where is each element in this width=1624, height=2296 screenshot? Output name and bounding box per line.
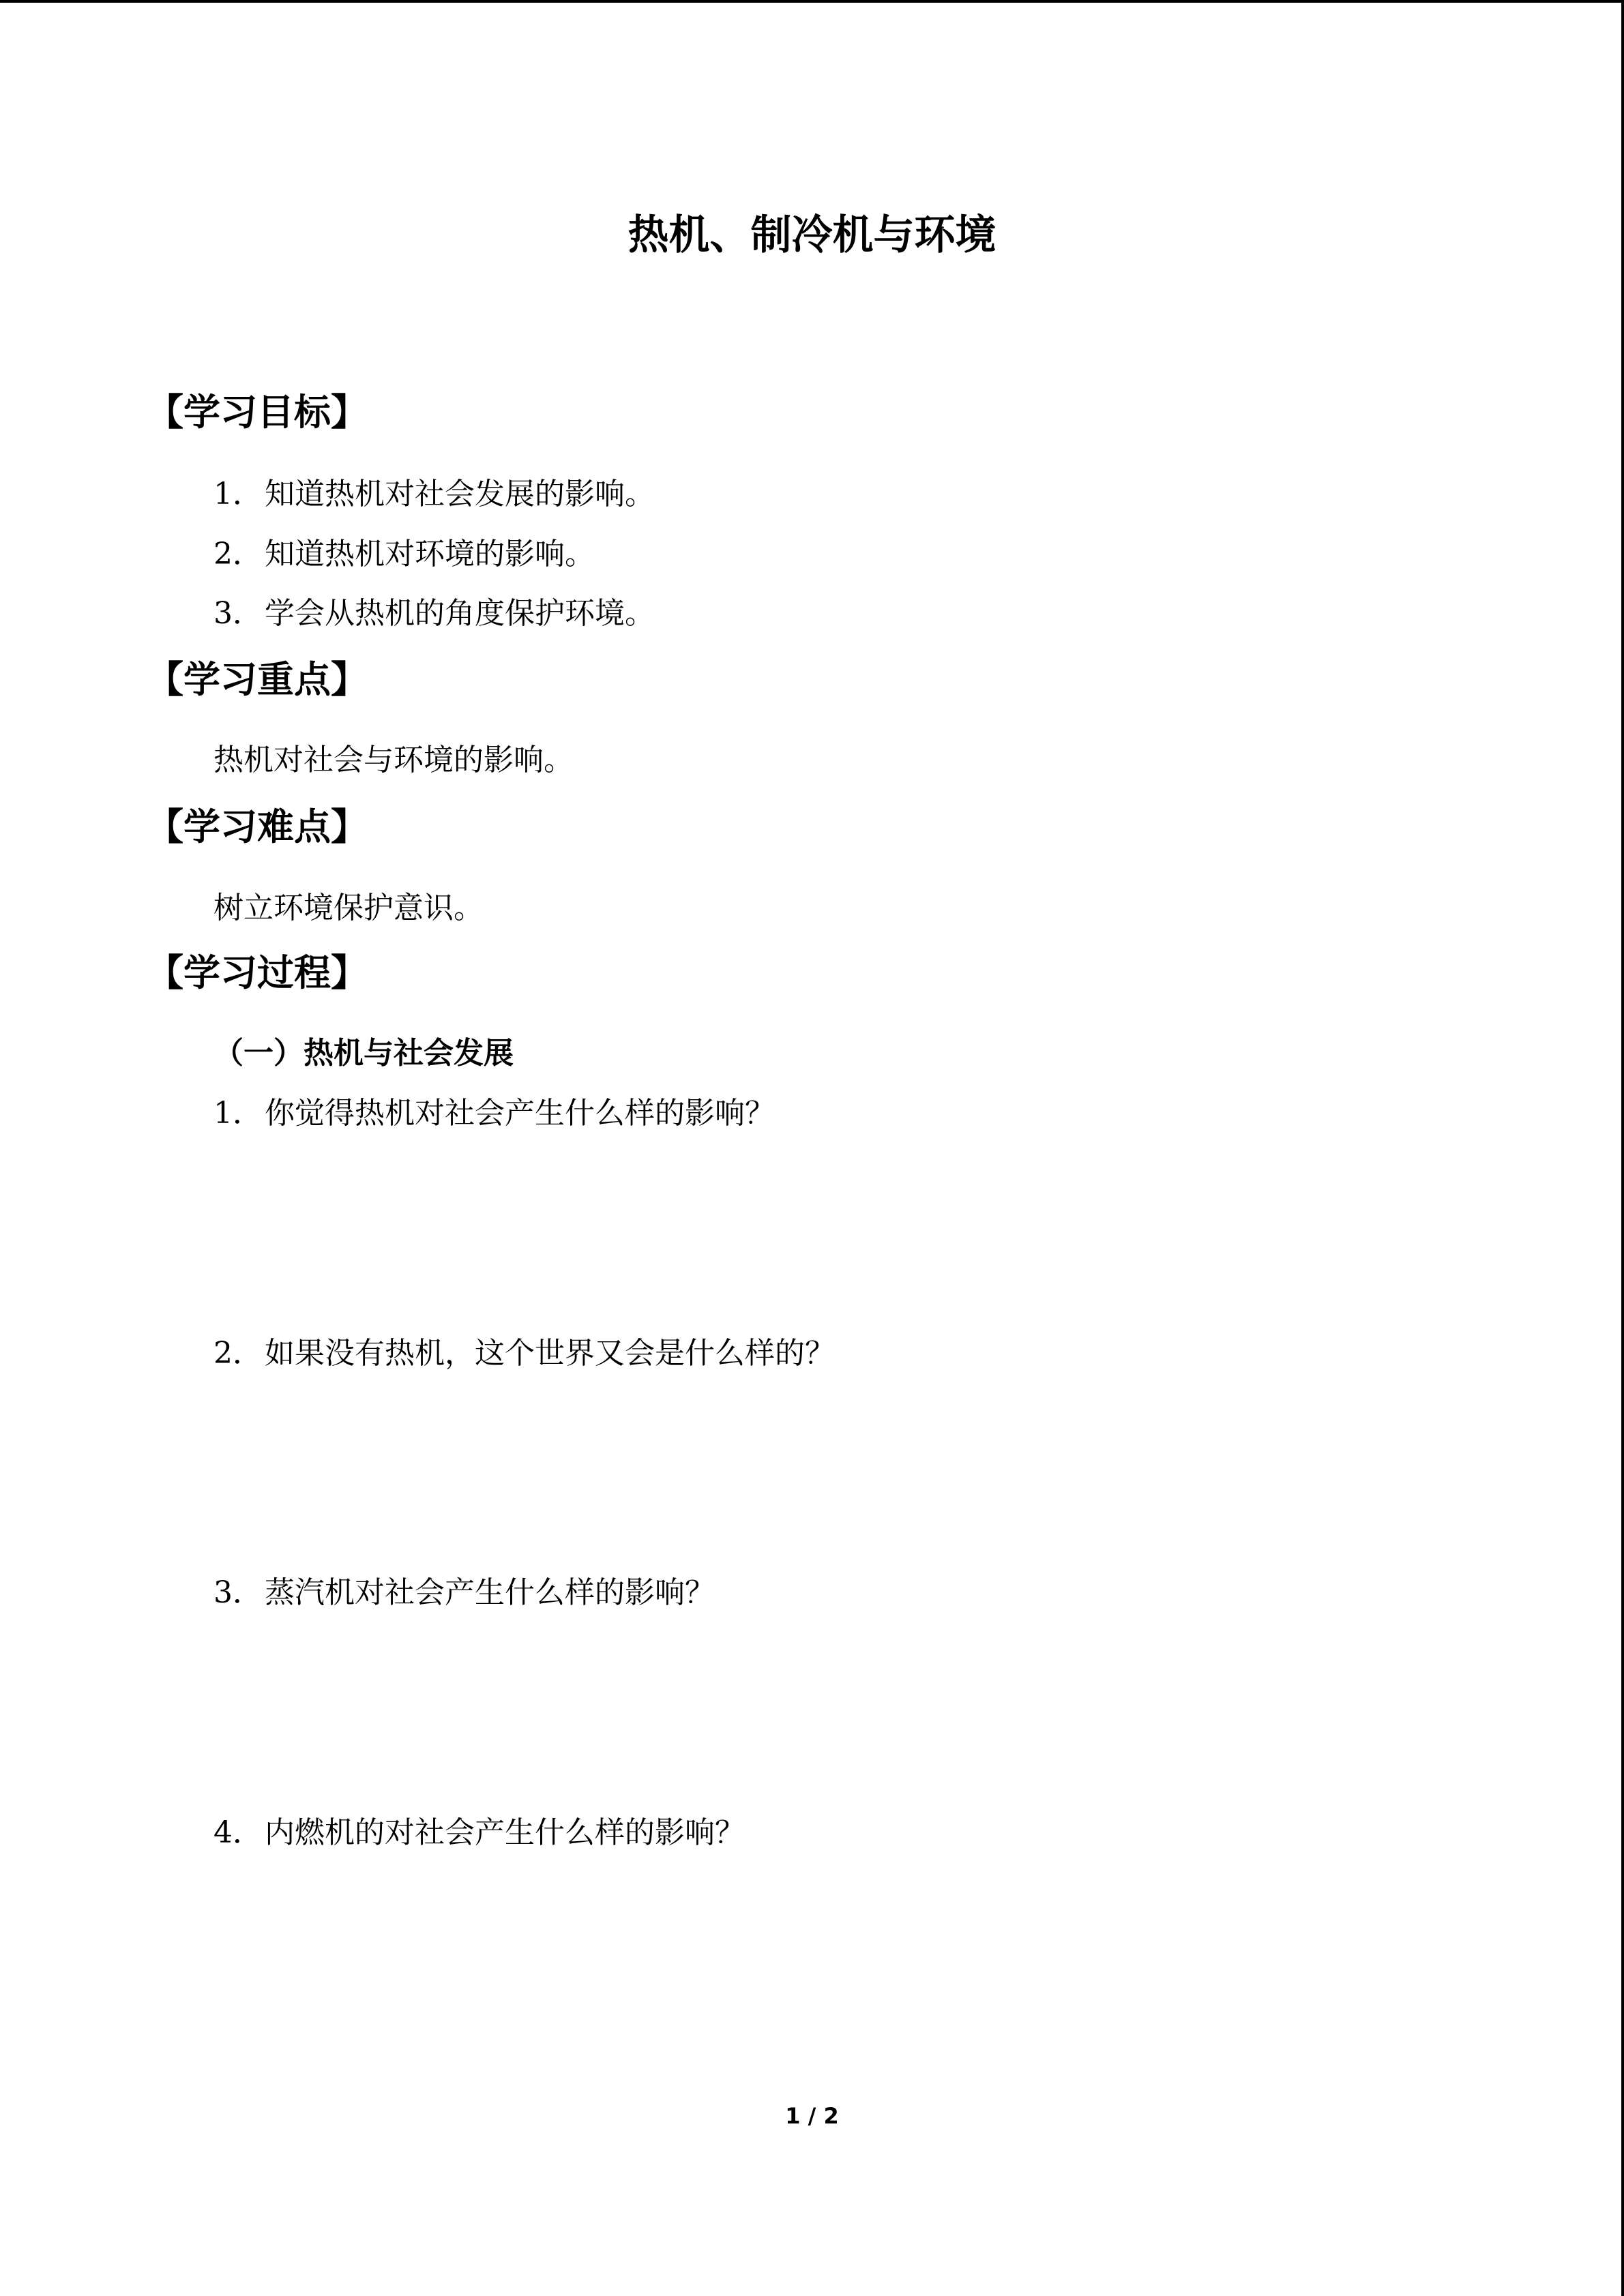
- goal-item-3-number: 3．: [213, 596, 263, 631]
- question-4-number: 4．: [213, 1815, 263, 1850]
- goal-item-2-number: 2．: [213, 537, 263, 571]
- process-subheading: （一）热机与社会发展: [213, 1036, 514, 1071]
- page-border-top: [0, 0, 1624, 3]
- goals-heading: 【学习目标】: [147, 391, 368, 434]
- page-border-right: [1621, 0, 1624, 2296]
- question-4: [213, 1813, 745, 1853]
- question-2-text: 如果没有热机，这个世界又会是什么样的？: [265, 1336, 835, 1371]
- question-4-text: 内燃机的对社会产生什么样的影响？: [265, 1815, 745, 1850]
- question-1: [213, 1093, 775, 1134]
- process-heading: 【学习过程】: [147, 951, 368, 994]
- question-1-text: 你觉得热机对社会产生什么样的影响？: [265, 1096, 775, 1131]
- document-title: 热机、制冷机与环境: [628, 211, 996, 259]
- difficulties-heading: 【学习难点】: [147, 805, 368, 848]
- question-3-text: 蒸汽机对社会产生什么样的影响？: [265, 1575, 715, 1610]
- goal-item-2: [213, 534, 595, 575]
- goal-item-2-text: 知道热机对环境的影响。: [265, 537, 595, 571]
- question-1-number: 1．: [213, 1096, 263, 1131]
- goal-item-1-text: 知道热机对社会发展的影响。: [265, 477, 655, 511]
- goal-item-3: [213, 593, 655, 634]
- question-3: [213, 1572, 715, 1613]
- question-2-number: 2．: [213, 1336, 263, 1371]
- goal-item-1: [213, 474, 655, 515]
- goal-item-1-number: 1．: [213, 477, 263, 511]
- question-2: [213, 1333, 835, 1374]
- difficulties-text: 树立环境保护意识。: [213, 891, 484, 925]
- goal-item-3-text: 学会从热机的角度保护环境。: [265, 596, 655, 631]
- key-points-text: 热机对社会与环境的影响。: [213, 743, 574, 777]
- page-number: 1 / 2: [785, 2103, 839, 2129]
- key-points-heading: 【学习重点】: [147, 658, 368, 701]
- question-3-number: 3．: [213, 1575, 263, 1610]
